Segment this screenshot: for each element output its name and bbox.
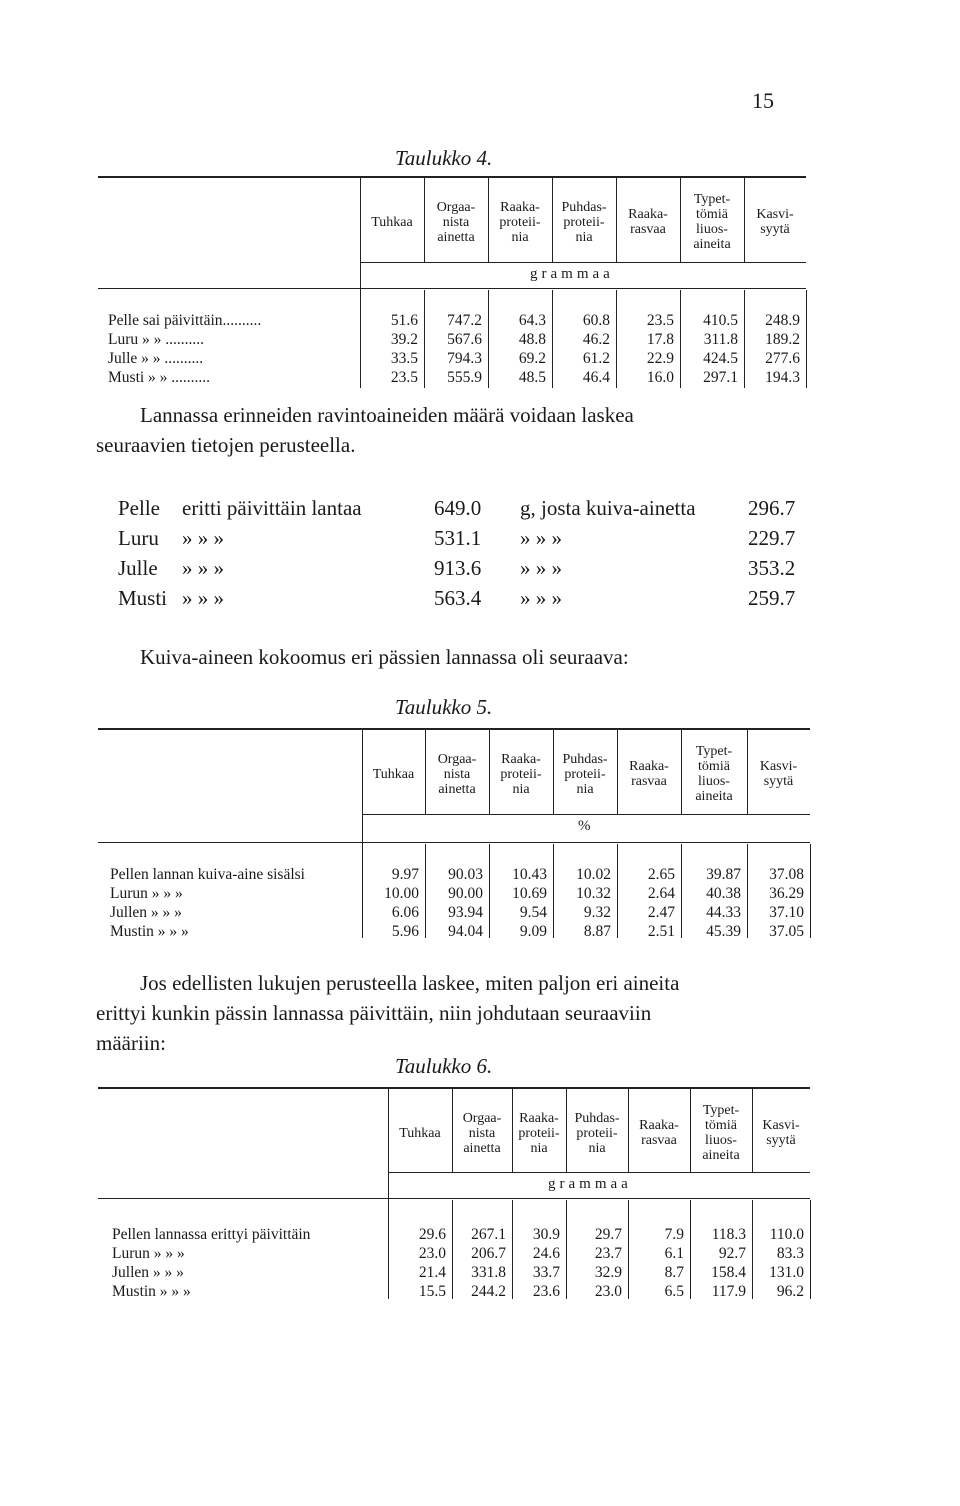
table6-cell: 32.9 [594,1264,622,1281]
table4-row-label: Pelle sai päivittäin.......... [108,312,262,329]
table5-cell: 45.39 [706,923,741,940]
table4-cell: 61.2 [582,350,610,367]
table6-header-6: Kasvi- syytä [762,1118,800,1148]
dry-matter-verb: » » » [182,526,224,550]
table5-cell: 10.32 [576,885,611,902]
table5-header-0: Tuhkaa [372,766,415,782]
table6-cell: 29.6 [418,1226,446,1243]
table6-row-label: Pellen lannassa erittyi päivittäin [112,1226,311,1243]
table5-cell: 44.33 [706,904,741,921]
table5-cell: 5.96 [391,923,419,940]
table5-cell: 10.02 [576,866,611,883]
dry-matter-name: Pelle [118,496,160,520]
table5-cell: 10.43 [512,866,547,883]
table4-row-label: Julle » » .......... [108,350,204,367]
table6-cell: 267.1 [471,1226,506,1243]
dry-matter-mid: » » » [520,556,562,580]
dry-matter-name: Musti [118,586,168,610]
table6-cell: 15.5 [418,1283,446,1300]
dry-matter-dry: 229.7 [748,526,796,550]
table6-row-label: Lurun » » » [112,1245,185,1262]
table4-cell: 311.8 [703,331,738,348]
table5-cell: 2.65 [647,866,675,883]
table4-unit: grammaa [530,266,614,282]
table4-cell: 567.6 [447,331,482,348]
dry-matter-amount: 531.1 [434,526,482,550]
table5-row-label: Pellen lannan kuiva-aine sisälsi [110,866,305,883]
table6-cell: 244.2 [471,1283,506,1300]
paragraph3-line3: määriin: [96,1031,166,1055]
paragraph1-line2: seuraavien tietojen perusteella. [96,433,356,457]
dry-matter-amount: 649.0 [434,496,482,520]
table5-cell: 2.51 [647,923,675,940]
page-number: 15 [752,88,774,113]
table4-cell: 794.3 [447,350,482,367]
table6-header-3: Puhdas- proteii- nia [574,1110,620,1156]
table6-cell: 6.1 [664,1245,684,1262]
table5-cell: 6.06 [391,904,419,921]
table4-cell: 48.8 [518,331,546,348]
dry-matter-name: Luru [118,526,159,550]
table6-cell: 21.4 [418,1264,446,1281]
table4-cell: 248.9 [765,312,800,329]
dry-matter-dry: 259.7 [748,586,796,610]
table4-cell: 23.5 [646,312,674,329]
table6-row-label: Mustin » » » [112,1283,191,1300]
table5-row-label: Jullen » » » [110,904,182,921]
table5-cell: 2.47 [647,904,675,921]
table6-cell: 158.4 [711,1264,746,1281]
table5-header-5: Typet- tömiä liuos- aineita [695,744,733,804]
dry-matter-dry: 353.2 [748,556,796,580]
table6-cell: 131.0 [769,1264,804,1281]
table5-cell: 39.87 [706,866,741,883]
table4-cell: 297.1 [703,369,738,386]
table4-cell: 22.9 [646,350,674,367]
dry-matter-verb: eritti päivittäin lantaa [182,496,362,520]
table5-cell: 37.08 [769,866,804,883]
table5-cell: 94.04 [448,923,483,940]
table4-row-label: Musti » » .......... [108,369,211,386]
table4-cell: 16.0 [646,369,674,386]
table5-cell: 10.00 [384,885,419,902]
table4-header-0: Tuhkaa [371,214,413,230]
table6-row-label: Jullen » » » [112,1264,184,1281]
table6-header-4: Raaka- rasvaa [639,1118,679,1148]
table4-cell: 64.3 [518,312,546,329]
dry-matter-verb: » » » [182,586,224,610]
table6-cell: 206.7 [471,1245,506,1262]
table5-cell: 2.64 [647,885,675,902]
table5-cell: 40.38 [706,885,741,902]
table6-cell: 96.2 [776,1283,804,1300]
table6-cell: 110.0 [769,1226,804,1243]
table6-header-5: Typet- tömiä liuos- aineita [702,1103,740,1163]
table5-header-2: Raaka- proteii- nia [500,751,542,797]
table5-cell: 90.03 [448,866,483,883]
table6-cell: 24.6 [532,1245,560,1262]
table4-header-2: Raaka- proteii- nia [499,199,541,245]
table5-cell: 37.10 [769,904,804,921]
table4-cell: 39.2 [390,331,418,348]
paragraph1-line1: Lannassa erinneiden ravintoaineiden määrä voidaan laskea [140,403,634,427]
table6-cell: 6.5 [664,1283,684,1300]
table4-header-5: Typet- tömiä liuos- aineita [693,192,731,252]
table6-header-1: Orgaa- nista ainetta [462,1110,502,1156]
dry-matter-verb: » » » [182,556,224,580]
table5-header-4: Raaka- rasvaa [629,759,669,789]
table6-cell: 23.0 [594,1283,622,1300]
table5-cell: 8.87 [583,923,611,940]
table5-cell: 90.00 [448,885,483,902]
table5-caption: Taulukko 5. [395,695,493,719]
dry-matter-amount: 913.6 [434,556,482,580]
paragraph3-line2: erittyi kunkin pässin lannassa päivittäin, niin johdutaan seuraaviin [96,1001,652,1025]
table5-header-3: Puhdas- proteii- nia [562,751,608,797]
table5-cell: 93.94 [448,904,483,921]
table4-cell: 555.9 [447,369,482,386]
table6-cell: 23.7 [594,1245,622,1262]
table6-caption: Taulukko 6. [395,1054,493,1078]
table4-row-label: Luru » » .......... [108,331,205,348]
table6-cell: 7.9 [664,1226,684,1243]
table5-row-label: Lurun » » » [110,885,183,902]
table6-cell: 92.7 [718,1245,746,1262]
table5-cell: 36.29 [769,885,804,902]
dry-matter-mid: g, josta kuiva-ainetta [520,496,696,520]
table4-cell: 48.5 [518,369,546,386]
table6-cell: 331.8 [471,1264,506,1281]
table4-cell: 46.2 [582,331,610,348]
table4-header-6: Kasvi- syytä [756,207,794,237]
table4-cell: 424.5 [703,350,738,367]
table4-cell: 51.6 [390,312,418,329]
dry-matter-mid: » » » [520,526,562,550]
table4-cell: 46.4 [582,369,610,386]
table4-header-4: Raaka- rasvaa [628,207,668,237]
table5-row-label: Mustin » » » [110,923,189,940]
dry-matter-mid: » » » [520,586,562,610]
table5-header-6: Kasvi- syytä [759,759,798,789]
table5-cell: 9.09 [519,923,547,940]
table6-cell: 83.3 [776,1245,804,1262]
table4-cell: 194.3 [765,369,800,386]
table5-cell: 9.54 [519,904,547,921]
table6-cell: 118.3 [711,1226,746,1243]
table5-unit: % [578,818,595,834]
table5-cell: 10.69 [512,885,547,902]
table4-header-3: Puhdas- proteii- nia [561,199,607,245]
table5-cell: 37.05 [769,923,804,940]
table5-header-1: Orgaa- nista ainetta [437,751,477,797]
table4-cell: 17.8 [646,331,674,348]
table4-cell: 69.2 [518,350,546,367]
paragraph3-line1: Jos edellisten lukujen perusteella laskee, miten paljon eri aineita [140,971,680,995]
table4-cell: 277.6 [765,350,800,367]
table5-cell: 9.32 [583,904,611,921]
table4-header-1: Orgaa- nista ainetta [436,199,476,245]
table4-cell: 60.8 [582,312,610,329]
table6-cell: 23.6 [532,1283,560,1300]
table6-header-2: Raaka- proteii- nia [518,1110,560,1156]
table5-cell: 9.97 [391,866,419,883]
dry-matter-amount: 563.4 [434,586,482,610]
table6-cell: 8.7 [664,1264,684,1281]
table6-header-0: Tuhkaa [399,1125,441,1141]
table6-cell: 33.7 [532,1264,560,1281]
table4-caption: Taulukko 4. [395,146,493,170]
table4-cell: 410.5 [703,312,738,329]
paragraph2: Kuiva-aineen kokoomus eri pässien lannassa oli seuraava: [140,645,629,669]
table4-cell: 23.5 [390,369,418,386]
table6-cell: 117.9 [711,1283,746,1300]
table6-unit: grammaa [548,1176,632,1192]
table6-cell: 23.0 [418,1245,446,1262]
table4-cell: 747.2 [447,312,482,329]
table6-cell: 29.7 [594,1226,622,1243]
table6-cell: 30.9 [532,1226,560,1243]
table4-cell: 189.2 [765,331,800,348]
dry-matter-dry: 296.7 [748,496,796,520]
dry-matter-name: Julle [118,556,158,580]
table4-cell: 33.5 [390,350,418,367]
